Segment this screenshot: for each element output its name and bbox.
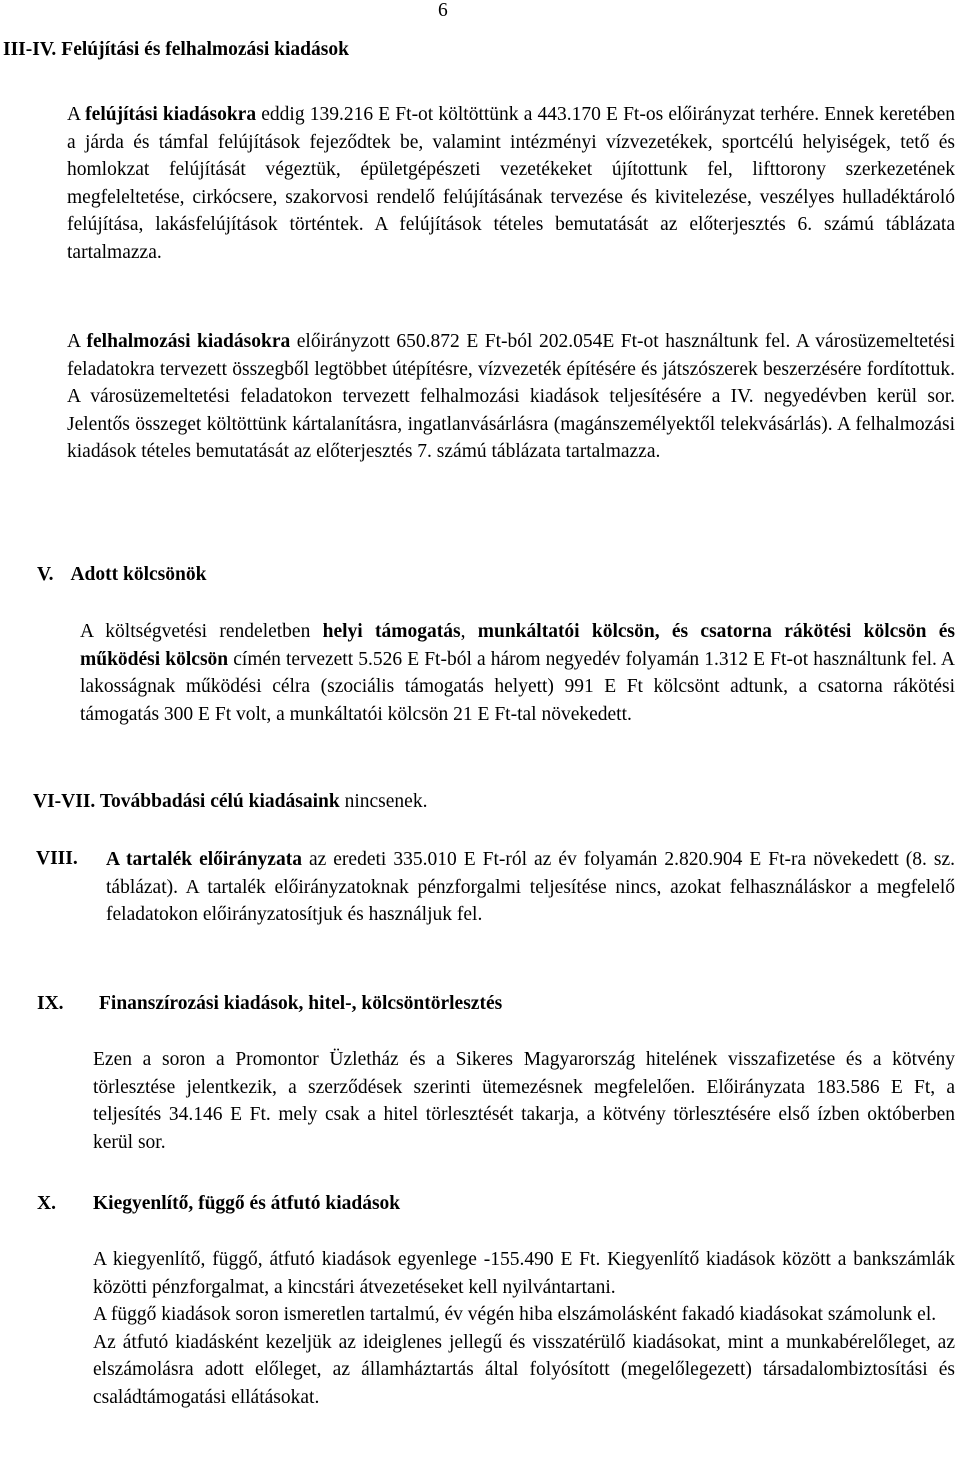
page-number: 6 [438,0,448,21]
text: címén tervezett 5.526 E Ft-ból a három negyedév folyamán 1.312 E Ft-ot használtunk fel. A lakosságnak működési célra (szociális támogatás helyett) 991 E Ft kölcsönt adtunk, a csatorna rákötési támogatás 300 E Ft volt, a munkáltatói kölcsön 21 E Ft-tal növekedett. [80,648,955,725]
paragraph-adott-kolcsonok [80,618,955,728]
section-heading-v [37,562,206,588]
section-title: Felújítási és felhalmozási kiadások [61,39,349,60]
section-number: V. [37,564,54,585]
text: , [460,621,478,642]
paragraph-felhalmozasi [67,328,955,466]
paragraph-felujitasi [67,101,955,267]
bold-term: munkáltatói kölcsön, és csatorna rákötési kölcsön és működési kölcsön [80,621,956,670]
text: Az átfutó kiadásként kezeljük az ideiglenes jellegű és visszatérülő kiadásokat, mint a munkabérelőleget, az elszámolásra adott előleget, az államháztartás által folyósított (megelőlegezett) társadalombiztosítási és családtámogatási ellátásokat. [93,1331,955,1408]
text: A költségvetési rendeletben [80,621,323,642]
section-number-viii: VIII. [36,848,78,869]
bold-term: felhalmozási kiadásokra [86,331,291,352]
bold-term: A tartalék előirányzata [106,849,302,870]
text: A függő kiadások soron ismeretlen tartalmú, év végén hiba elszámolásként fakadó kiadásokat számolunk el. [93,1304,937,1326]
text: nincsenek. [339,791,428,812]
section-heading-iii-iv [3,37,349,63]
bold-term: helyi támogatás [322,621,461,642]
section-number-x: X. [37,1193,56,1214]
text: Ezen a soron a Promontor Üzletház és a Sikeres Magyarország hitelének visszafizetése és a kötvény törlesztése jelentkezik, a szerződések szerinti ütemezésnek megfelelően. Előirányzata 183.586 E Ft, a teljesítés 34.146 E Ft. mely csak a hitel törlesztését takarja, a kötvény törlesztésére első ízben októberben kerül sor. [93,1049,955,1153]
bold-term: felújítási kiadásokra [85,104,257,125]
text: eddig 139.216 E Ft-ot költöttünk a 443.170 E Ft-os előirányzat terhére. Ennek keretében a járda és támfal felújítások fejeződtek be, valamint intézményi vízvezetékek, sportcélú helyiségek, tető és homlokzat felújítását végeztük, épületgépészeti vezetékeket újítottunk fel, lifttorony szerkezetének megfeleltetése, cirkócsere, szakorvosi rendelő felújításának tervezése és kivitelezése, veszélyes hulladéktároló felújítása, lakásfelújítások történtek. A felújítások tételes bemutatását az előterjesztés 6. számú táblázata tartalmazza. [67,104,955,263]
section-heading-vi-vii: VI-VII. Továbbadási célú kiadásaink [33,791,340,812]
section-title: Adott kölcsönök [70,564,207,585]
paragraph-kiegyenlito [93,1246,955,1412]
section-number-ix: IX. [37,993,64,1014]
section-title-ix: Finanszírozási kiadások, hitel-, kölcsöntörlesztés [99,993,503,1014]
section-title-x: Kiegyenlítő, függő és átfutó kiadások [93,1193,401,1214]
section-number: III-IV. [3,39,57,60]
text: A [67,331,87,352]
text: A [67,104,86,125]
text: az eredeti 335.010 E Ft-ról az év folyamán 2.820.904 E Ft-ra növekedett (8. sz. táblázat). A tartalék előirányzatoknak pénzforgalmi teljesítése nincs, azokat felhasználáskor a megfelelő feladatokon előirányzatosítjuk és használjuk fel. [106,849,955,926]
text: A kiegyenlítő, függő, átfutó kiadások egyenlege -155.490 E Ft. Kiegyenlítő kiadások között a bankszámlák közötti pénzforgalmat, a kincstári átvezetéseket kell nyilvántartani. [93,1249,955,1298]
paragraph-finanszirozasi [93,1046,955,1156]
paragraph-tartalek [106,846,955,929]
text: előirányzott 650.872 E Ft-ból 202.054E Ft-ot használtunk fel. A városüzemeltetési feladatokra tervezett összegből legtöbbet útépítésre, vízvezeték építésére és játszószerek beszerzésére fordítottuk. A városüzemeltetési feladatokon tervezett felhalmozási kiadások teljesítésére a IV. negyedévben kerül sor. Jelentős összeget költöttünk kártalanításra, ingatlanvásárlásra (magánszemélyektől telekvásárlás). A felhalmozási kiadások tételes bemutatását az előterjesztés 7. számú táblázata tartalmazza. [67,331,955,463]
paragraph-tovabbadasi [33,788,955,816]
